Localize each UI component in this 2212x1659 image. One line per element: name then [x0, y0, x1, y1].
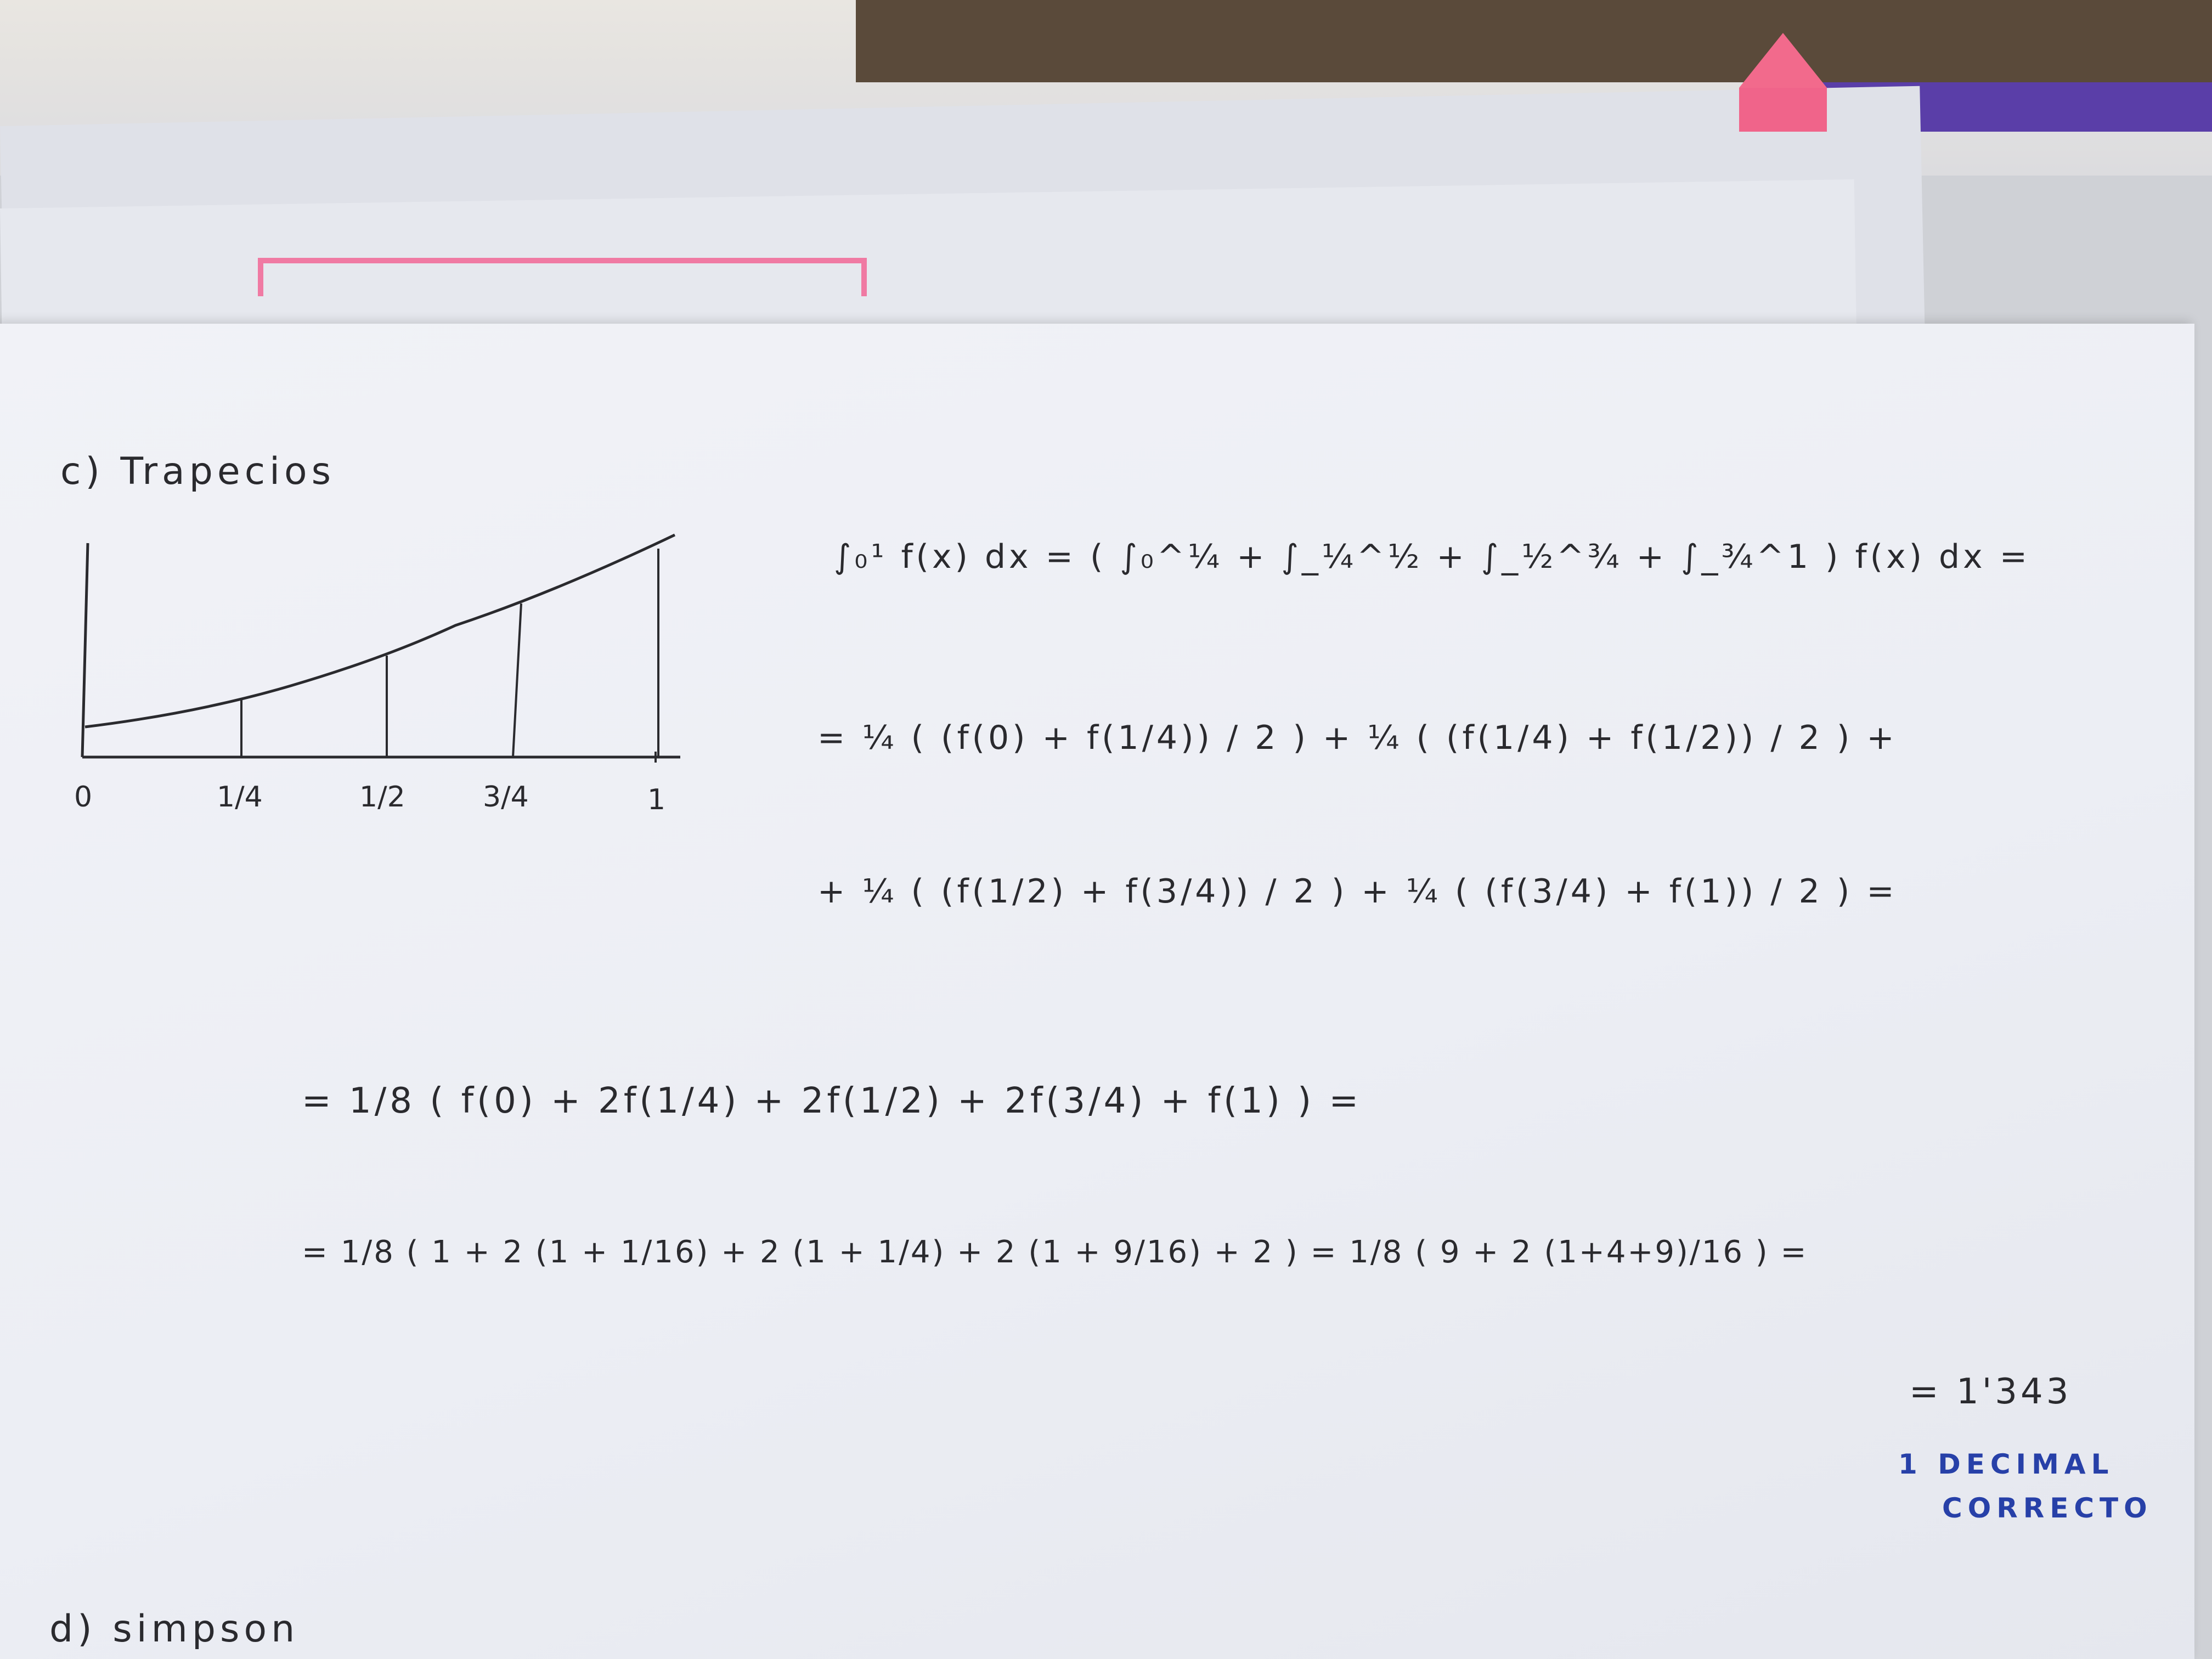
background-shelf: [856, 0, 2212, 82]
equation-line-4: = 1/8 ( f(0) + 2f(1/4) + 2f(1/2) + 2f(3/4) + f(1) ) =: [302, 1081, 1362, 1121]
equation-line-2: = ¼ ( (f(0) + f(1/4)) / 2 ) + ¼ ( (f(1/4) + f(1/2)) / 2 ) +: [817, 719, 1898, 757]
trapezoid-divider: [513, 603, 521, 757]
x-tick-label: 1: [647, 783, 666, 816]
correct-decimals-note: 1 DECIMAL: [1898, 1448, 2114, 1480]
x-tick-label: 0: [74, 781, 93, 814]
x-tick-label: 1/4: [217, 781, 263, 814]
pink-bookmark: [1739, 88, 1827, 132]
section-d-title: d) simpson: [49, 1607, 300, 1651]
handwritten-page: [0, 324, 2194, 1659]
x-tick-label: 3/4: [483, 781, 529, 814]
section-c-title: c) Trapecios: [60, 450, 336, 493]
equation-line-1: ∫₀¹ f(x) dx = ( ∫₀^¼ + ∫_¼^½ + ∫_½^¾ + ∫_¾^1 ) f(x) dx =: [834, 538, 2030, 576]
correct-decimals-note: CORRECTO: [1942, 1492, 2153, 1524]
y-axis: [82, 543, 88, 757]
pink-highlight: [258, 258, 867, 296]
pink-bookmark: [1739, 33, 1827, 88]
trapezoid-graph: [60, 532, 719, 817]
equation-line-5: = 1/8 ( 1 + 2 (1 + 1/16) + 2 (1 + 1/4) + 2 (1 + 9/16) + 2 ) = 1/8 ( 9 + 2 (1+4+9)/16 ) =: [302, 1234, 1808, 1270]
x-tick-label: 1/2: [359, 781, 405, 814]
equation-result: = 1'343: [1909, 1372, 2072, 1412]
equation-line-3: + ¼ ( (f(1/2) + f(3/4)) / 2 ) + ¼ ( (f(3/4) + f(1)) / 2 ) =: [817, 872, 1898, 911]
function-curve: [85, 535, 675, 727]
